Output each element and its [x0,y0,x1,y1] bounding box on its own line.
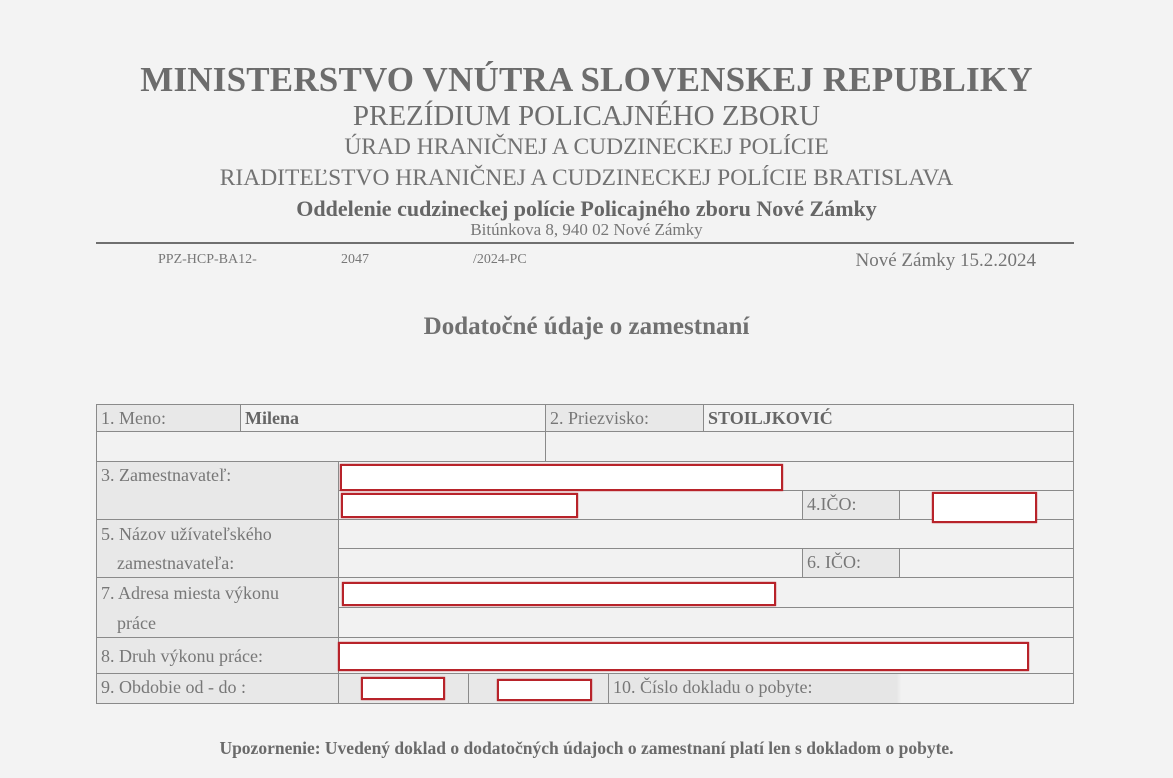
surname-value: STOILJKOVIĆ [703,404,1074,433]
redacted-work-type [338,642,1029,671]
directorate-heading: RIADITEĽSTVO HRANIČNEJ A CUDZINECKEJ POLÍCIE BRATISLAVA [219,165,954,191]
document-title: Dodatočné údaje o zamestnaní [423,313,750,340]
work-address-line-2 [338,607,1074,639]
user-employer-line-2 [338,548,804,579]
presidium-heading: PREZÍDIUM POLICAJNÉHO ZBORU [352,100,821,132]
surname-label: 2. Priezvisko: [545,404,705,433]
period-label: 9. Obdobie od - do : [96,673,340,704]
reference-prefix: PPZ-HCP-BA12- [158,252,257,267]
redacted-employer-name [340,464,783,491]
redacted-employer-address [341,493,578,518]
redacted-period-from [361,677,445,700]
office-heading: ÚRAD HRANIČNEJ A CUDZINECKEJ POLÍCIE [344,134,829,160]
first-name-value: Milena [240,404,547,433]
ministry-heading: MINISTERSTVO VNÚTRA SLOVENSKEJ REPUBLIKY [140,60,1033,99]
work-address-label [96,577,340,639]
validity-notice: Upozornenie: Uvedený doklad o dodatočných údajoch o zamestnaní platí len s dokladom o pobyte. [219,738,954,758]
department-address: Bitúnkova 8, 940 02 Nové Zámky [470,220,703,239]
place-date: Nové Zámky 15.2.2024 [855,250,1036,271]
work-address-label-line-1: 7. Adresa miesta výkonu [101,583,279,603]
employer-label: 3. Zamestnavateľ: [96,461,340,521]
department-heading: Oddelenie cudzineckej polície Policajného zboru Nové Zámky [296,196,877,221]
header-divider [96,242,1074,244]
user-employer-label [96,519,340,579]
ico-6-value [899,548,1074,579]
work-type-label: 8. Druh výkonu práce: [96,637,340,675]
ico-6-label: 6. IČO: [802,548,901,579]
empty-cell [96,431,547,463]
residence-doc-label: 10. Číslo dokladu o pobyte: [608,673,1074,704]
ico-4-label: 4.IČO: [802,490,901,521]
work-address-label-line-2: práce [117,613,156,633]
reference-suffix: /2024-PC [473,252,527,267]
user-employer-label-line-1: 5. Názov užívateľského [101,524,272,544]
empty-cell [545,431,1074,463]
user-employer-line-1 [338,519,1074,550]
redacted-ico-4 [932,492,1037,523]
first-name-label: 1. Meno: [96,404,242,433]
reference-number: 2047 [341,252,369,267]
user-employer-label-line-2: zamestnavateľa: [117,553,235,573]
redacted-work-address [342,582,776,606]
redacted-period-to [497,679,592,701]
